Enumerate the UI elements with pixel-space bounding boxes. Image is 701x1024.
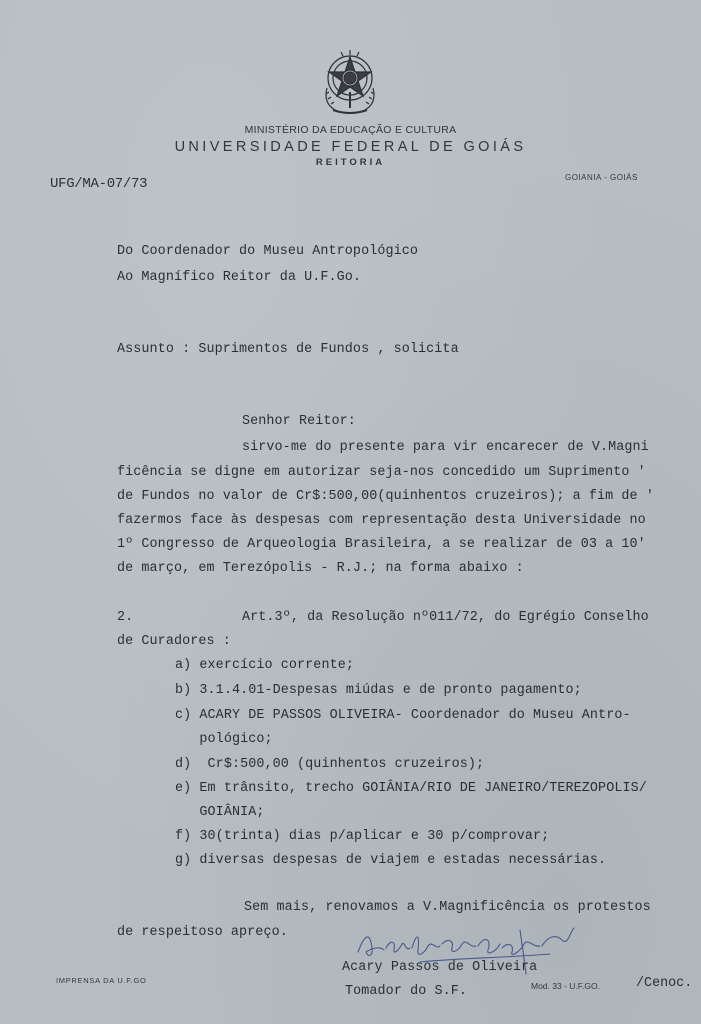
from-line: Do Coordenador do Museu Antropológico bbox=[117, 244, 419, 259]
closing-line: de respeitoso apreço. bbox=[117, 925, 288, 940]
list-item: c) ACARY DE PASSOS OLIVEIRA- Coordenador do Museu Antro- bbox=[175, 708, 631, 723]
salutation: Senhor Reitor: bbox=[242, 414, 356, 429]
form-suffix: /Cenoc. bbox=[636, 976, 693, 991]
paragraph-line: de março, em Terezópolis - R.J.; na forma abaixo : bbox=[117, 561, 524, 576]
paragraph-line: de Fundos no valor de Cr$:500,00(quinhentos cruzeiros); a fim de ' bbox=[117, 489, 654, 504]
closing-line: Sem mais, renovamos a V.Magnificência os protestos bbox=[244, 900, 651, 915]
list-item: d) Cr$:500,00 (quinhentos cruzeiros); bbox=[175, 757, 485, 772]
paragraph-line: 1º Congresso de Arqueologia Brasileira, a se realizar de 03 a 10' bbox=[117, 537, 646, 552]
reference-number: UFG/MA-07/73 bbox=[50, 176, 148, 192]
signer-name: Acary Passos de Oliveira bbox=[342, 960, 538, 975]
to-line: Ao Magnífico Reitor da U.F.Go. bbox=[117, 270, 362, 285]
list-item: a) exercício corrente; bbox=[175, 658, 354, 673]
subject-line: Assunto : Suprimentos de Fundos , solicita bbox=[117, 342, 459, 357]
list-item: e) Em trânsito, trecho GOIÂNIA/RIO DE JANEIRO/TEREZOPOLIS/ bbox=[175, 781, 647, 796]
form-number: Mod. 33 - U.F.GO. bbox=[531, 981, 600, 991]
city-label: GOIANIA - GOIÁS bbox=[565, 173, 638, 182]
signer-title: Tomador do S.F. bbox=[345, 984, 468, 999]
paragraph-line: ficência se digne em autorizar seja-nos concedido um Suprimento ' bbox=[117, 465, 646, 480]
section-number: 2. bbox=[117, 610, 134, 625]
ministry-heading: MINISTÉRIO DA EDUCAÇÃO E CULTURA bbox=[244, 124, 457, 136]
list-item: g) diversas despesas de viajem e estadas necessárias. bbox=[175, 853, 607, 868]
coat-of-arms-icon bbox=[319, 48, 381, 116]
section-line: de Curadores : bbox=[117, 634, 231, 649]
list-item: f) 30(trinta) dias p/aplicar e 30 p/comprovar; bbox=[175, 829, 550, 844]
list-item: pológico; bbox=[175, 732, 273, 747]
list-item: b) 3.1.4.01-Despesas miúdas e de pronto pagamento; bbox=[175, 683, 582, 698]
office-heading: REITORIA bbox=[315, 157, 386, 168]
paragraph-line: fazermos face às despesas com representação desta Universidade no bbox=[117, 513, 646, 528]
university-heading: UNIVERSIDADE FEDERAL DE GOIÁS bbox=[174, 139, 527, 155]
section-line: Art.3º, da Resolução nº011/72, do Egrégio Conselho bbox=[242, 610, 649, 625]
list-item: GOIÂNIA; bbox=[175, 805, 265, 820]
printer-label: IMPRENSA DA U.F.GO bbox=[56, 976, 147, 985]
paragraph-line: sirvo-me do presente para vir encarecer de V.Magni bbox=[242, 440, 649, 455]
